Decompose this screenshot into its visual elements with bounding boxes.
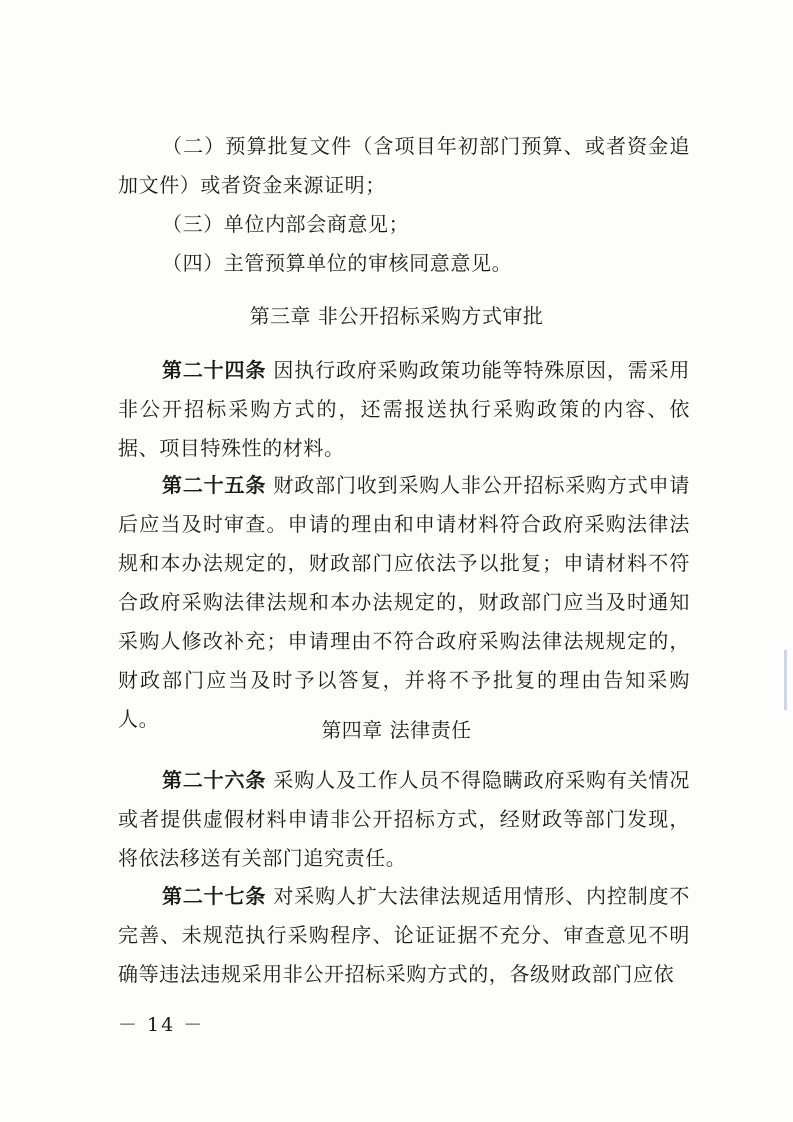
article-24-text: 因执行政府采购政策功能等特殊原因，需采用非公开招标采购方式的，还需报送执行采购政策的内容、依据、项目特殊性的材料。: [118, 358, 691, 460]
article-25: [118, 466, 690, 739]
article-25-text: 财政部门收到采购人非公开招标采购方式申请后应当及时审查。申请的理由和申请材料符合政府采购法律法规和本办法规定的，财政部门应依法予以批复；申请材料不符合政府采购法律法规和本办法规定的，财政部门应当及时通知采购人修改补充；申请理由不符合政府采购法律法规规定的，财政部门应当及时予以答复，并将不予批复的理由告知采购人。: [118, 473, 691, 731]
article-27: [118, 877, 690, 994]
scan-edge-mark: [784, 650, 787, 710]
page-number: － 14 －: [118, 1014, 205, 1036]
article-26-number: 第二十六条: [162, 768, 267, 792]
article-27-number: 第二十七条: [162, 884, 267, 908]
article-24-number: 第二十四条: [162, 358, 267, 382]
article-27-text: 对采购人扩大法律法规适用情形、内控制度不完善、未规范执行采购程序、论证证据不充分、审查意见不明确等违法违规采用非公开招标采购方式的，各级财政部门应依: [118, 884, 691, 986]
article-24: [118, 351, 690, 468]
chapter-3-heading: 第三章 非公开招标采购方式审批: [249, 304, 544, 328]
article-26-text: 采购人及工作人员不得隐瞒政府采购有关情况或者提供虚假材料申请非公开招标方式，经财政等部门发现，将依法移送有关部门追究责任。: [118, 768, 691, 870]
list-item-4: （四）主管预算单位的审核同意意见。: [162, 251, 513, 275]
chapter-4-heading: 第四章 法律责任: [321, 718, 472, 742]
list-item-2: （二）预算批复文件（含项目年初部门预算、或者资金追加文件）或者资金来源证明；: [118, 134, 690, 197]
article-26: [118, 761, 690, 878]
list-item-3: （三）单位内部会商意见；: [162, 212, 410, 236]
article-25-number: 第二十五条: [162, 473, 267, 497]
